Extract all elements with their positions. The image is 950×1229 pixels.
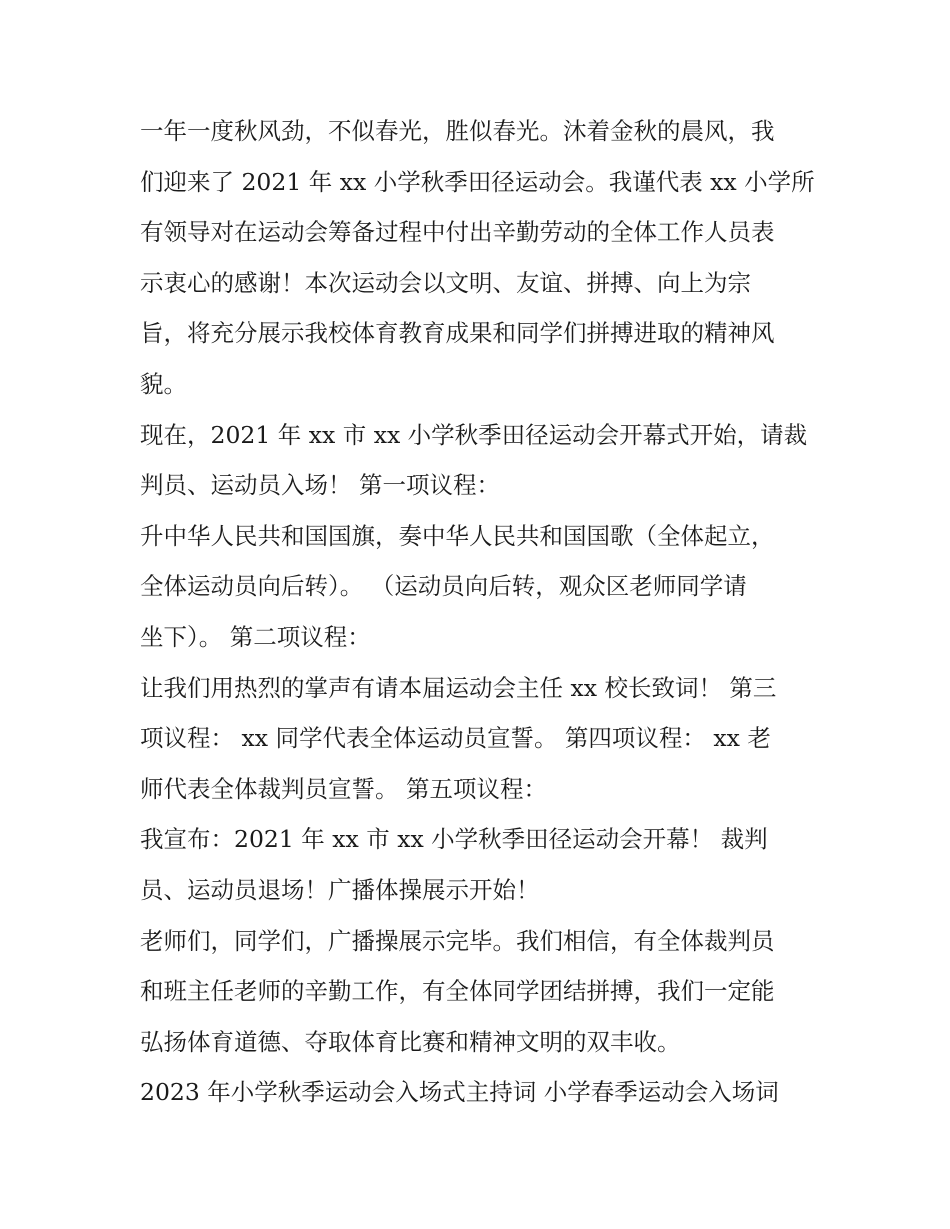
text-line: 老师们，同学们，广播操展示完毕。我们相信，有全体裁判员	[140, 926, 775, 955]
text-line: 坐下）。 第二项议程：	[140, 622, 371, 651]
text-line: 我宣布：2021 年 xx 市 xx 小学秋季田径运动会开幕！ 裁判	[140, 825, 768, 854]
text-line: 判员、运动员入场！ 第一项议程：	[140, 471, 500, 500]
text-line: 师代表全体裁判员宣誓。 第五项议程：	[140, 774, 547, 803]
text-line: 示衷心的感谢！本次运动会以文明、友谊、拼搏、向上为宗	[140, 268, 751, 297]
text-line: 有领导对在运动会筹备过程中付出辛勤劳动的全体工作人员表	[140, 218, 775, 247]
document-body	[140, 106, 820, 1118]
text-line: 弘扬体育道德、夺取体育比赛和精神文明的双丰收。	[140, 1027, 681, 1056]
text-line: 一年一度秋风劲，不似春光，胜似春光。沐着金秋的晨风，我	[140, 117, 775, 145]
text-line: 员、运动员退场！广播体操展示开始！	[140, 875, 540, 904]
text-line: 2023 年小学秋季运动会入场式主持词 小学春季运动会入场词	[140, 1078, 779, 1107]
text-line: 们迎来了 2021 年 xx 小学秋季田径运动会。我谨代表 xx 小学所	[140, 167, 815, 196]
text-line: 项议程： xx 同学代表全体运动员宣誓。 第四项议程： xx 老	[140, 724, 771, 753]
text-line: 全体运动员向后转）。 （运动员向后转，观众区老师同学请	[140, 572, 747, 601]
text-line: 升中华人民共和国国旗，奏中华人民共和国国歌（全体起立，	[140, 521, 775, 550]
text-line: 貌。	[140, 369, 187, 398]
text-line: 旨，将充分展示我校体育教育成果和同学们拼搏进取的精神风	[140, 319, 775, 348]
text-line: 让我们用热烈的掌声有请本届运动会主任 xx 校长致词！ 第三	[140, 673, 777, 702]
text-line: 和班主任老师的辛勤工作，有全体同学团结拼搏，我们一定能	[140, 977, 775, 1006]
text-line: 现在，2021 年 xx 市 xx 小学秋季田径运动会开幕式开始，请裁	[140, 420, 808, 449]
